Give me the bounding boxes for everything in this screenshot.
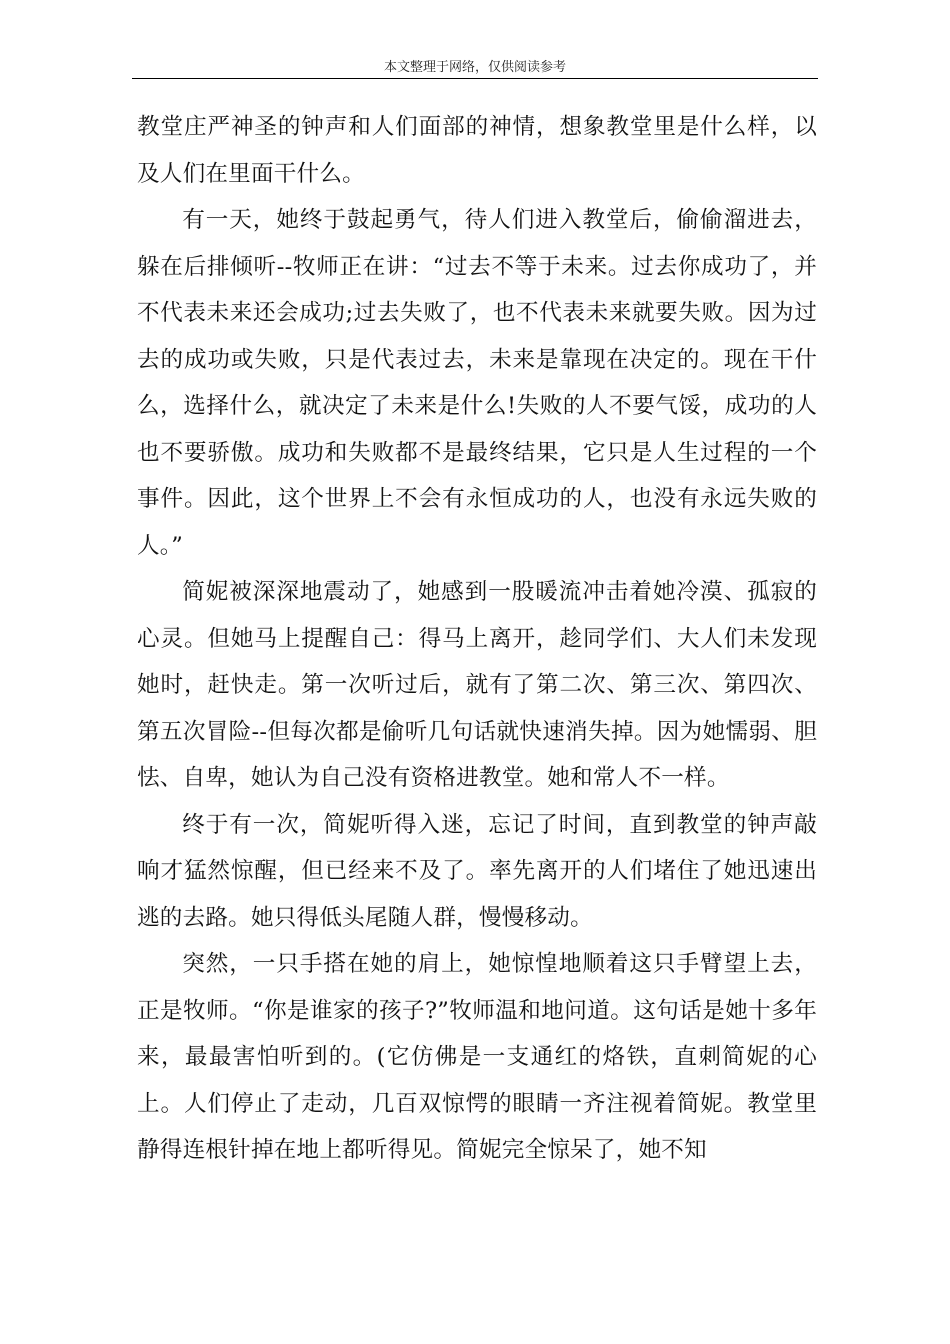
paragraph-5: 突然，一只手搭在她的肩上，她惊惶地顺着这只手臂望上去，正是牧师。“你是谁家的孩子?”牧师温和地问道。这句话是她十多年来，最最害怕听到的。(它仿佛是一支通红的烙铁，直刺简妮的心上。人们停止了走动，几百双惊愕的眼睛一齐注视着简妮。教堂里静得连根针掉在地上都听得见。简妮完全惊呆了，她不知 [137,951,817,1163]
page-header: 本文整理于网络，仅供阅读参考 [132,60,818,79]
paragraph-1: 教堂庄严神圣的钟声和人们面部的神情，想象教堂里是什么样，以及人们在里面干什么。 [137,114,817,187]
document-body [137,104,817,1174]
paragraph-4: 终于有一次，简妮听得入迷，忘记了时间，直到教堂的钟声敲响才猛然惊醒，但已经来不及了。率先离开的人们堵住了她迅速出逃的去路。她只得低头尾随人群，慢慢移动。 [137,811,817,931]
paragraph-2: 有一天，她终于鼓起勇气，待人们进入教堂后，偷偷溜进去，躲在后排倾听--牧师正在讲：“过去不等于未来。过去你成功了，并不代表未来还会成功;过去失败了，也不代表未来就要失败。因为过去的成功或失败，只是代表过去，未来是靠现在决定的。现在干什么，选择什么，就决定了未来是什么!失败的人不要气馁，成功的人也不要骄傲。成功和失败都不是最终结果，它只是人生过程的一个事件。因此，这个世界上不会有永恒成功的人，也没有永远失败的人。” [137,207,817,559]
paragraph-3: 简妮被深深地震动了，她感到一股暖流冲击着她冷漠、孤寂的心灵。但她马上提醒自己：得马上离开，趁同学们、大人们未发现她时，赶快走。第一次听过后，就有了第二次、第三次、第四次、第五次冒险--但每次都是偷听几句话就快速消失掉。因为她懦弱、胆怯、自卑，她认为自己没有资格进教堂。她和常人不一样。 [137,579,817,791]
